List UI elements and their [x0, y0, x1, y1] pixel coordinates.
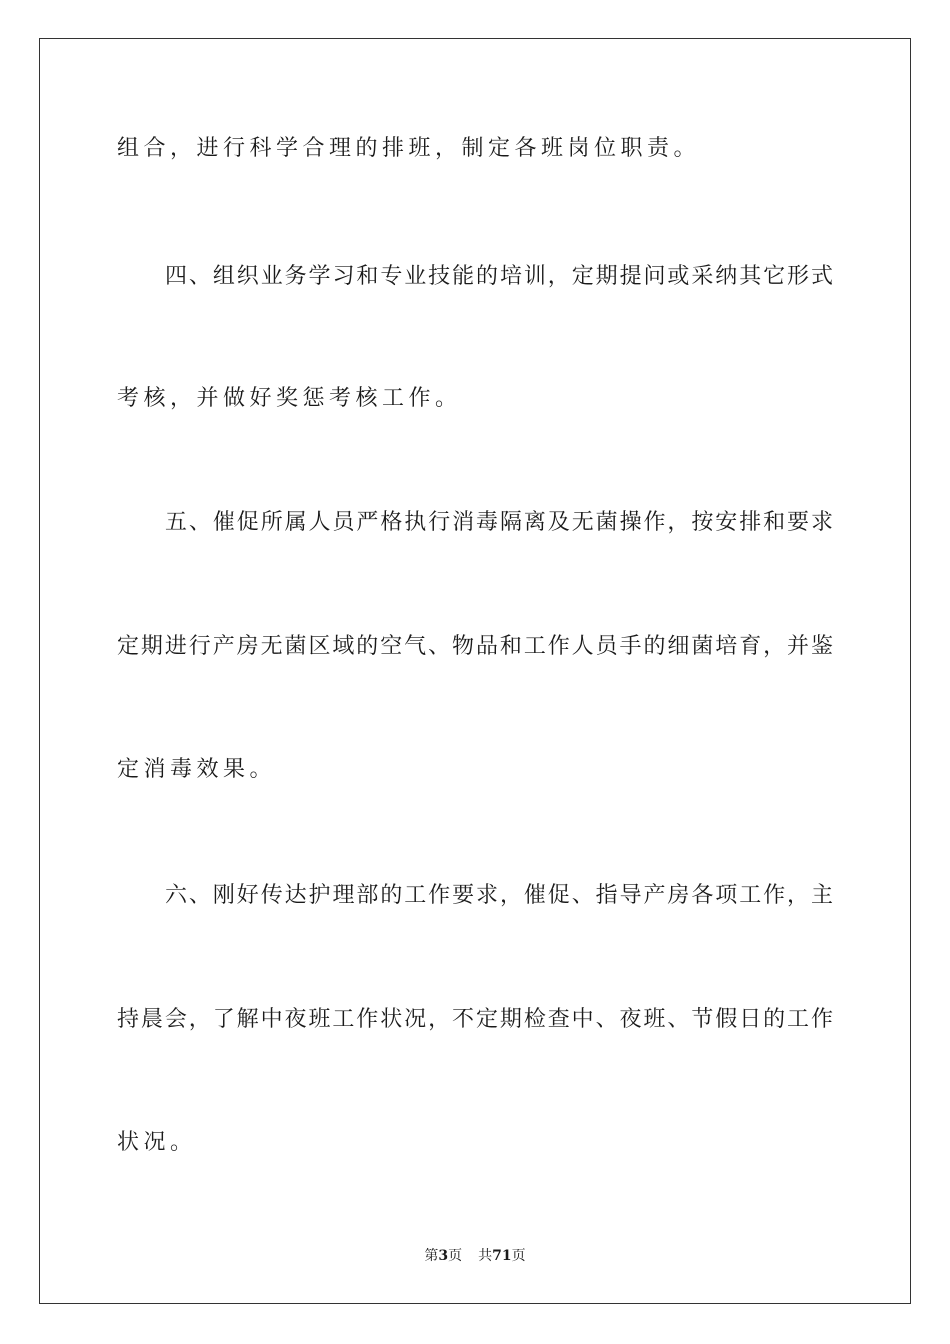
- page-prefix: 第: [424, 1248, 439, 1264]
- paragraph-line: 考核，并做好奖惩考核工作。: [117, 386, 462, 411]
- total-suffix: 页: [511, 1248, 526, 1264]
- total-prefix: 共: [478, 1248, 493, 1264]
- page-number: 3: [438, 1248, 449, 1264]
- paragraph-line: 组合，进行科学合理的排班，制定各班岗位职责。: [117, 136, 701, 161]
- paragraph-line: 六、刚好传达护理部的工作要求，催促、指导产房各项工作，主: [165, 883, 833, 908]
- page-frame: [39, 38, 911, 1304]
- total-pages: 71: [492, 1248, 512, 1264]
- paragraph-line: 五、催促所属人员严格执行消毒隔离及无菌操作，按安排和要求: [165, 510, 833, 535]
- page-footer: [0, 1246, 950, 1266]
- paragraph-line: 持晨会，了解中夜班工作状况，不定期检查中、夜班、节假日的工作: [117, 1007, 833, 1032]
- paragraph-line: 四、组织业务学习和专业技能的培训，定期提问或采纳其它形式: [165, 264, 833, 289]
- page-suffix: 页: [448, 1248, 463, 1264]
- paragraph-line: 状况。: [117, 1130, 197, 1155]
- paragraph-line: 定消毒效果。: [117, 757, 277, 782]
- paragraph-line: 定期进行产房无菌区域的空气、物品和工作人员手的细菌培育，并鉴: [117, 634, 833, 659]
